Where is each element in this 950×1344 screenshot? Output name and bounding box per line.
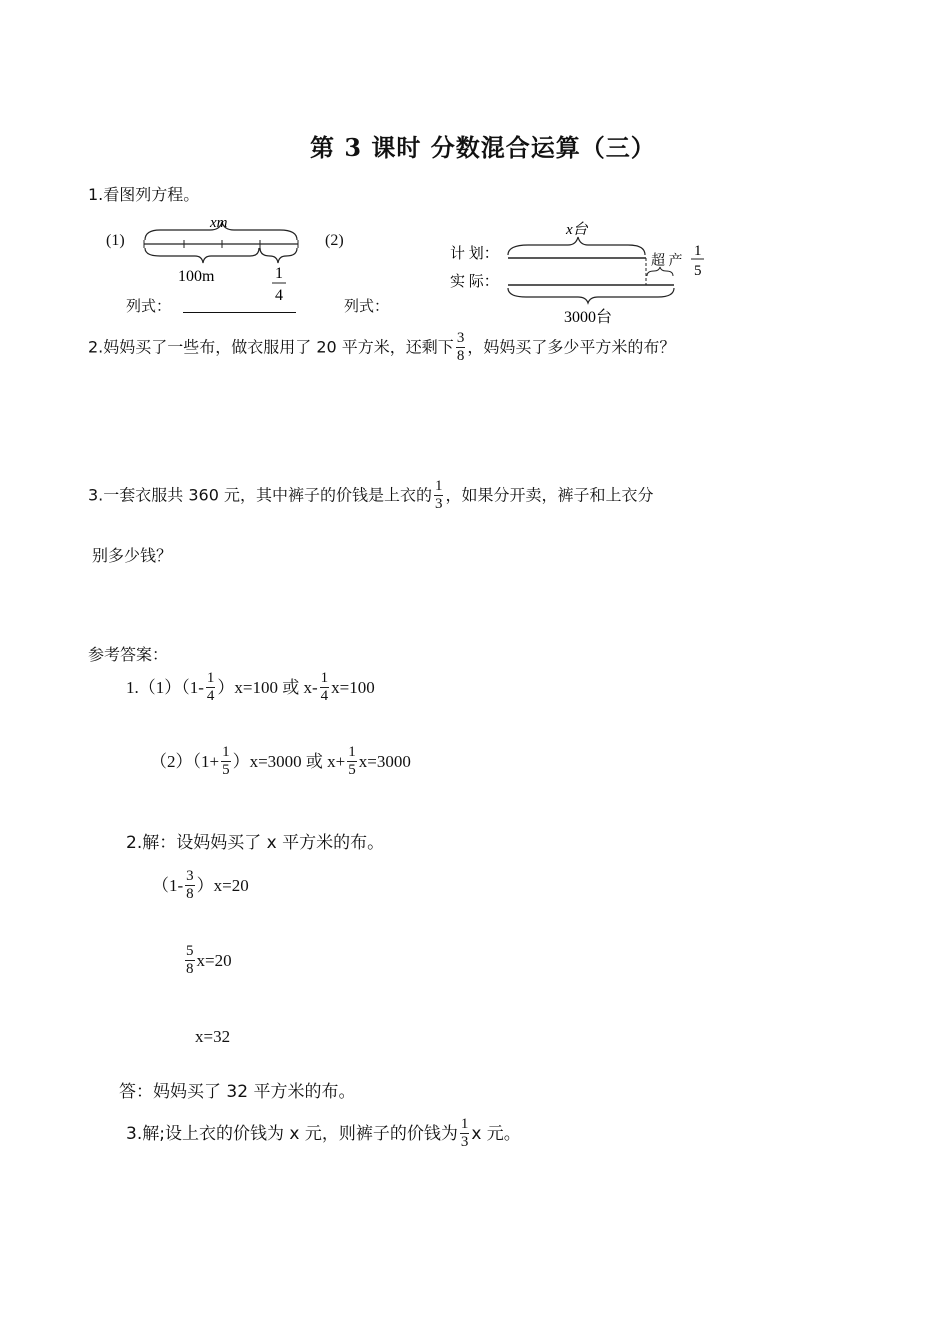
- answer-1-1: [126, 670, 375, 706]
- answer-1-1-fraction-1: [206, 670, 216, 706]
- diagram-1-top-label: xm: [210, 215, 228, 231]
- answer-3-fraction: [460, 1116, 470, 1152]
- lishi-label-1: 列式：: [126, 297, 172, 315]
- fraction-denominator: 5: [222, 762, 230, 779]
- answer-1-1-c: x=100: [331, 677, 375, 697]
- answer-1-2-c: x=3000: [358, 751, 411, 771]
- diagram-2-frac-den: 5: [694, 263, 702, 279]
- answers-heading: 参考答案：: [88, 645, 169, 664]
- diagram-2-row2-label: 实 际：: [450, 274, 499, 290]
- diagram-2-frac-num: 1: [694, 243, 702, 259]
- lishi-label-2: 列式：: [344, 297, 390, 315]
- diagram-2-top-label: x台: [566, 222, 588, 238]
- diagram-2: [448, 215, 713, 330]
- page-title: 第 3 课时 分数混合运算（三）: [310, 133, 656, 162]
- answer-2-step-1-fraction: [185, 868, 195, 904]
- fraction-denominator: 4: [206, 688, 215, 705]
- fraction-numerator: 1: [320, 670, 329, 686]
- fraction-denominator: 4: [320, 688, 329, 705]
- question-1-heading: 1.看图列方程。: [88, 185, 200, 204]
- answer-1-2-a: （2）（1+: [150, 751, 220, 771]
- answer-1-1-b: ）x=100 或 x-: [217, 677, 318, 697]
- part-2-label: (2): [325, 232, 344, 249]
- fraction-denominator: 8: [186, 961, 194, 978]
- diagram-1-frac-den: 4: [275, 287, 283, 304]
- fraction-denominator: 3: [460, 1134, 469, 1151]
- question-2-text-post: ，妈妈买了多少平方米的布？: [467, 337, 676, 357]
- diagram-1: [140, 208, 310, 308]
- fraction-numerator: 3: [456, 330, 465, 346]
- answer-1-2: [150, 744, 411, 780]
- question-3-text-pre: 3.一套衣服共 360 元，其中裤子的价钱是上衣的: [88, 485, 432, 505]
- answer-2-step-2-fraction: [185, 943, 195, 979]
- answer-2-step-3: x=32: [195, 1027, 231, 1046]
- diagram-1-bottom-label: 100m: [178, 268, 215, 285]
- answer-2-step-1-b: ）x=20: [196, 875, 249, 895]
- fraction-numerator: 1: [348, 744, 356, 760]
- fraction-numerator: 5: [186, 943, 194, 959]
- diagram-2-extra-label: 超 产: [651, 254, 683, 269]
- diagram-1-frac-num: 1: [275, 265, 283, 282]
- fraction-denominator: 3: [434, 496, 443, 513]
- fraction-numerator: 1: [222, 744, 230, 760]
- answer-3-a: 3.解;设上衣的价钱为 x 元，则裤子的价钱为: [126, 1123, 458, 1144]
- answer-3-b: x 元。: [471, 1123, 521, 1144]
- answer-2-step-2-b: x=20: [196, 950, 232, 970]
- answer-2-heading: 2.解：设妈妈买了 x 平方米的布。: [126, 833, 385, 853]
- answer-2-step-1-a: （1-: [152, 875, 184, 895]
- answer-2-step-2: [183, 943, 232, 979]
- fraction-numerator: 1: [434, 478, 443, 494]
- diagram-2-bottom-label: 3000台: [564, 309, 613, 326]
- answer-1-2-b: ）x=3000 或 x+: [232, 751, 346, 771]
- question-3: [88, 478, 654, 514]
- fraction-numerator: 1: [206, 670, 215, 686]
- fraction-numerator: 3: [186, 868, 194, 884]
- answer-line-1: [183, 312, 296, 313]
- question-3-fraction: [434, 478, 444, 514]
- question-3-line-2: 别多少钱？: [92, 546, 173, 565]
- answer-2-step-1: [152, 868, 249, 904]
- fraction-denominator: 5: [348, 762, 356, 779]
- part-1-label: (1): [106, 232, 125, 249]
- question-3-text-post: ，如果分开卖，裤子和上衣分: [445, 485, 654, 505]
- answer-1-1-a: 1.（1）（1-: [126, 677, 204, 697]
- fraction-denominator: 8: [186, 886, 194, 903]
- fraction-numerator: 1: [460, 1116, 469, 1132]
- question-2-text-pre: 2.妈妈买了一些布，做衣服用了 20 平方米，还剩下: [88, 337, 454, 357]
- fraction-denominator: 8: [456, 348, 465, 365]
- answer-1-2-fraction-2: [347, 744, 357, 780]
- question-2: [88, 330, 675, 366]
- answer-1-2-fraction-1: [221, 744, 231, 780]
- question-2-fraction: [456, 330, 466, 366]
- diagram-2-row1-label: 计 划：: [450, 246, 499, 262]
- answer-2-conclusion: 答：妈妈买了 32 平方米的布。: [119, 1082, 356, 1102]
- answer-1-1-fraction-2: [320, 670, 330, 706]
- answer-3: [126, 1116, 521, 1152]
